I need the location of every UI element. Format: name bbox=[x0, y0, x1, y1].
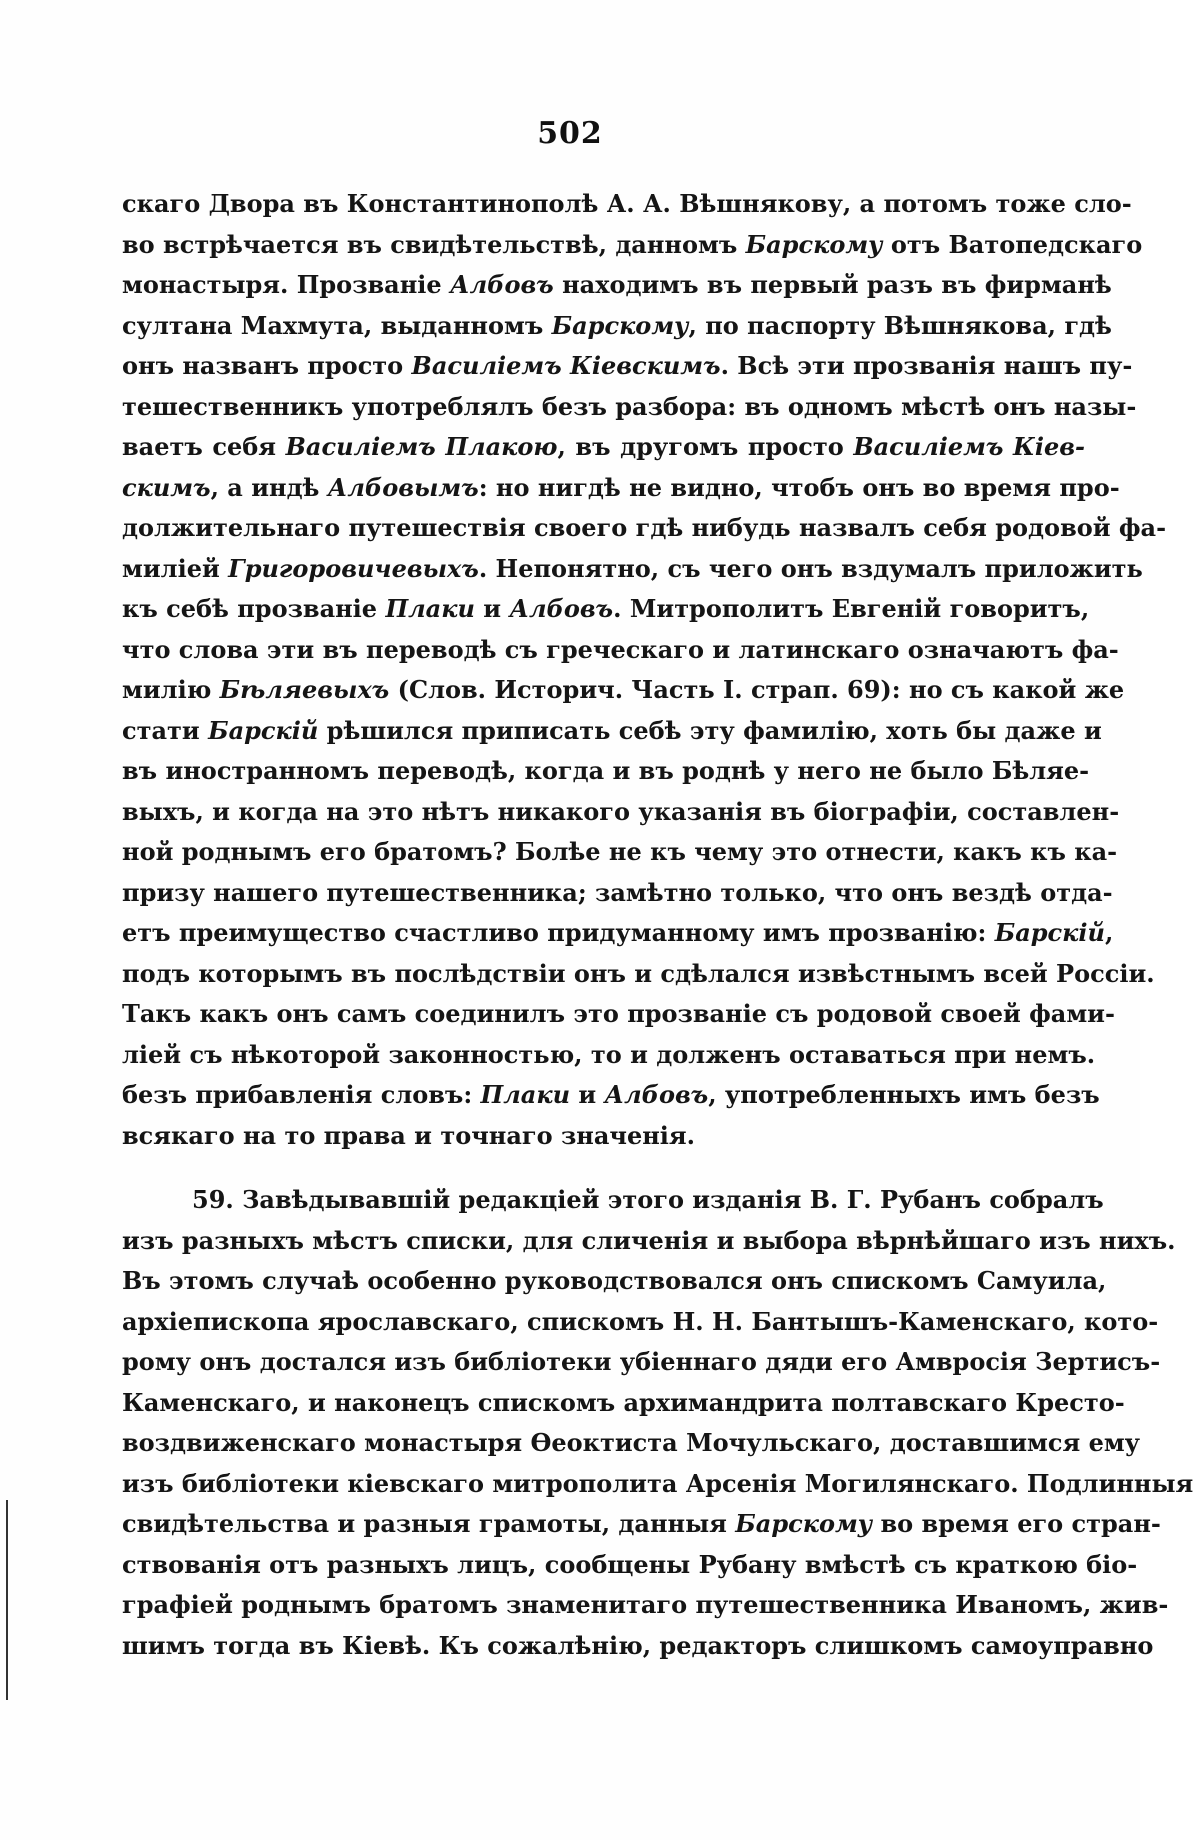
italic-name: Албовымъ bbox=[327, 472, 479, 502]
text-line bbox=[122, 630, 1119, 671]
text-run: Въ этомъ случаѣ особенно руководствовался онъ спискомъ Самуила, bbox=[122, 1266, 1107, 1295]
text-line bbox=[122, 306, 1112, 347]
italic-name: Плаки bbox=[385, 594, 475, 623]
text-run: ной роднымъ его братомъ? Болѣе не къ чему это отнести, какъ къ ка- bbox=[122, 837, 1118, 866]
text-line bbox=[122, 1342, 1161, 1383]
text-run: во встрѣчается въ свидѣтельствѣ, данномъ bbox=[122, 229, 746, 259]
margin-rule bbox=[6, 1500, 8, 1700]
text-run: , а индѣ bbox=[210, 472, 328, 502]
text-run: Такъ какъ онъ самъ соединилъ это прозваніе съ родовой своей фами- bbox=[122, 999, 1115, 1028]
text-run: : но нигдѣ не видно, чтобъ онъ во время про- bbox=[478, 472, 1120, 502]
text-run: , по паспорту Вѣшнякова, гдѣ bbox=[688, 310, 1112, 340]
text-run: графіей роднымъ братомъ знаменитаго путешественника Иваномъ, жив- bbox=[122, 1590, 1169, 1619]
text-run: находимъ въ первый разъ въ фирманѣ bbox=[553, 270, 1112, 299]
text-run: 59. Завѣдывавшій редакціей этого изданія В. Г. Рубанъ собралъ bbox=[192, 1185, 1104, 1214]
text-line bbox=[122, 751, 1090, 792]
italic-name: Плаки bbox=[480, 1080, 571, 1109]
italic-name: Албовъ bbox=[604, 1080, 709, 1109]
text-run: , въ другомъ просто bbox=[557, 432, 854, 461]
italic-name: Бѣляевыхъ bbox=[219, 675, 390, 704]
text-run: что слова эти въ переводѣ съ греческаго и латинскаго означаютъ фа- bbox=[122, 634, 1119, 664]
text-run: (Слов. Историч. Часть I. страп. 69): но съ какой же bbox=[389, 675, 1125, 704]
text-line bbox=[122, 225, 1143, 266]
text-line bbox=[122, 1545, 1138, 1586]
text-run: . Митрополитъ Евгеній говоритъ, bbox=[613, 594, 1090, 623]
text-run: всякаго на то права и точнаго значенія. bbox=[122, 1120, 695, 1150]
text-line bbox=[122, 954, 1155, 995]
text-line bbox=[122, 184, 1132, 225]
italic-name: Василіемъ Кіев- bbox=[853, 432, 1086, 461]
text-line bbox=[122, 1585, 1169, 1626]
italic-name: Барскому bbox=[735, 1509, 873, 1538]
text-run: архіепископа ярославскаго, спискомъ Н. Н. Бантышъ-Каменскаго, кото- bbox=[122, 1306, 1159, 1336]
text-run: . Всѣ эти прозванія нашъ пу- bbox=[720, 351, 1133, 380]
text-run: , bbox=[1104, 918, 1114, 947]
text-run: изъ разныхъ мѣстъ списки, для сличенія и выбора вѣрнѣйшаго изъ нихъ. bbox=[122, 1225, 1176, 1255]
text-line bbox=[122, 832, 1118, 873]
text-run: , употребленныхъ имъ безъ bbox=[708, 1080, 1100, 1109]
text-run: безъ прибавленія словъ: bbox=[122, 1080, 481, 1109]
text-run: ваетъ себя bbox=[122, 432, 286, 461]
text-run: ствованія отъ разныхъ лицъ, сообщены Рубану вмѣстѣ съ краткою біо- bbox=[122, 1549, 1138, 1579]
italic-name: скимъ bbox=[122, 472, 211, 502]
text-run: призу нашего путешественника; замѣтно только, что онъ вездѣ отда- bbox=[122, 877, 1113, 907]
text-line bbox=[122, 1116, 1085, 1157]
text-run: должительнаго путешествія своего гдѣ нибудь назвалъ себя родовой фа- bbox=[122, 513, 1167, 542]
italic-name: Барскій bbox=[994, 918, 1105, 947]
text-run: ліей съ нѣкоторой законностью, то и долженъ оставаться при немъ. bbox=[122, 1039, 1096, 1069]
text-run: . Непонятно, съ чего онъ вздумалъ приложить bbox=[478, 553, 1143, 583]
text-line bbox=[122, 670, 1125, 711]
text-run: шимъ тогда въ Кіевѣ. Къ сожалѣнію, редакторъ слишкомъ самоуправно bbox=[122, 1630, 1154, 1660]
text-line bbox=[122, 387, 1137, 428]
text-line bbox=[122, 711, 1102, 752]
text-run: выхъ, и когда на это нѣтъ никакого указанія въ біографіи, составлен- bbox=[122, 796, 1120, 826]
text-line bbox=[122, 468, 1120, 509]
text-run: воздвиженскаго монастыря Ѳеоктиста Мочульскаго, доставшимся ему bbox=[122, 1428, 1141, 1457]
text-run: изъ библіотеки кіевскаго митрополита Арсенія Могилянскаго. Подлинныя bbox=[122, 1468, 1193, 1498]
text-line bbox=[122, 1383, 1125, 1424]
text-line bbox=[122, 1504, 1161, 1545]
text-line bbox=[122, 1261, 1107, 1302]
text-run: тешественникъ употреблялъ безъ разбора: въ одномъ мѣстѣ онъ назы- bbox=[122, 391, 1137, 421]
text-run: во время его стран- bbox=[872, 1509, 1161, 1538]
text-run: къ себѣ прозваніе bbox=[122, 594, 386, 623]
page-number: 502 bbox=[537, 116, 603, 151]
text-run: миліей bbox=[122, 553, 229, 583]
text-run: стати bbox=[122, 715, 209, 745]
paragraph-1 bbox=[122, 184, 1167, 1156]
text-run: Каменскаго, и наконецъ спискомъ архимандрита полтавскаго Кресто- bbox=[122, 1387, 1125, 1417]
text-line bbox=[122, 589, 1090, 630]
paragraph-2 bbox=[122, 1180, 1193, 1666]
text-run: онъ названъ просто bbox=[122, 351, 412, 380]
text-line bbox=[122, 1180, 1104, 1221]
text-line bbox=[122, 792, 1120, 833]
text-line bbox=[122, 549, 1143, 590]
italic-name: Барскому bbox=[551, 310, 689, 340]
italic-name: Албовъ bbox=[509, 594, 614, 623]
text-line bbox=[122, 265, 1112, 306]
italic-name: Барскій bbox=[208, 715, 319, 745]
text-line bbox=[122, 1626, 1154, 1667]
text-run: рому онъ достался изъ библіотеки убіеннаго дяди его Амвросія Зертисъ- bbox=[122, 1347, 1161, 1376]
italic-name: Албовъ bbox=[450, 270, 554, 299]
text-run: рѣшился приписать себѣ эту фамилію, хоть бы даже и bbox=[318, 715, 1102, 745]
text-run: етъ преимущество счастливо придуманному имъ прозванію: bbox=[122, 918, 995, 947]
text-line bbox=[122, 1075, 1100, 1116]
text-run: милію bbox=[122, 675, 220, 704]
italic-name: Василіемъ Плакою bbox=[285, 432, 558, 461]
text-line bbox=[122, 1464, 1193, 1505]
text-line bbox=[122, 913, 1114, 954]
text-run: монастыря. Прозваніе bbox=[122, 270, 451, 299]
text-run: подъ которымъ въ послѣдствіи онъ и сдѣлался извѣстнымъ всей Россіи. bbox=[122, 958, 1155, 988]
text-line bbox=[122, 994, 1115, 1035]
text-line bbox=[122, 1035, 1096, 1076]
text-line bbox=[122, 1423, 1141, 1464]
text-line bbox=[122, 427, 1085, 468]
text-line bbox=[122, 1221, 1176, 1262]
text-run: отъ Ватопедскаго bbox=[882, 229, 1143, 259]
italic-name: Григоровичевыхъ bbox=[228, 553, 479, 583]
italic-name: Василіемъ Кіевскимъ bbox=[411, 351, 721, 380]
text-run: скаго Двора въ Константинополѣ А. А. Вѣшнякову, а потомъ тоже сло- bbox=[122, 189, 1132, 218]
text-run: въ иностранномъ переводѣ, когда и въ роднѣ у него не было Бѣляе- bbox=[122, 756, 1090, 785]
text-line bbox=[122, 508, 1167, 549]
text-line bbox=[122, 346, 1133, 387]
text-run: султана Махмута, выданномъ bbox=[122, 310, 552, 340]
text-run: и bbox=[570, 1080, 605, 1109]
text-line bbox=[122, 873, 1113, 914]
text-run: свидѣтельства и разныя грамоты, данныя bbox=[122, 1509, 736, 1538]
text-line bbox=[122, 1302, 1159, 1343]
text-run: и bbox=[474, 594, 510, 623]
italic-name: Барскому bbox=[745, 229, 883, 259]
